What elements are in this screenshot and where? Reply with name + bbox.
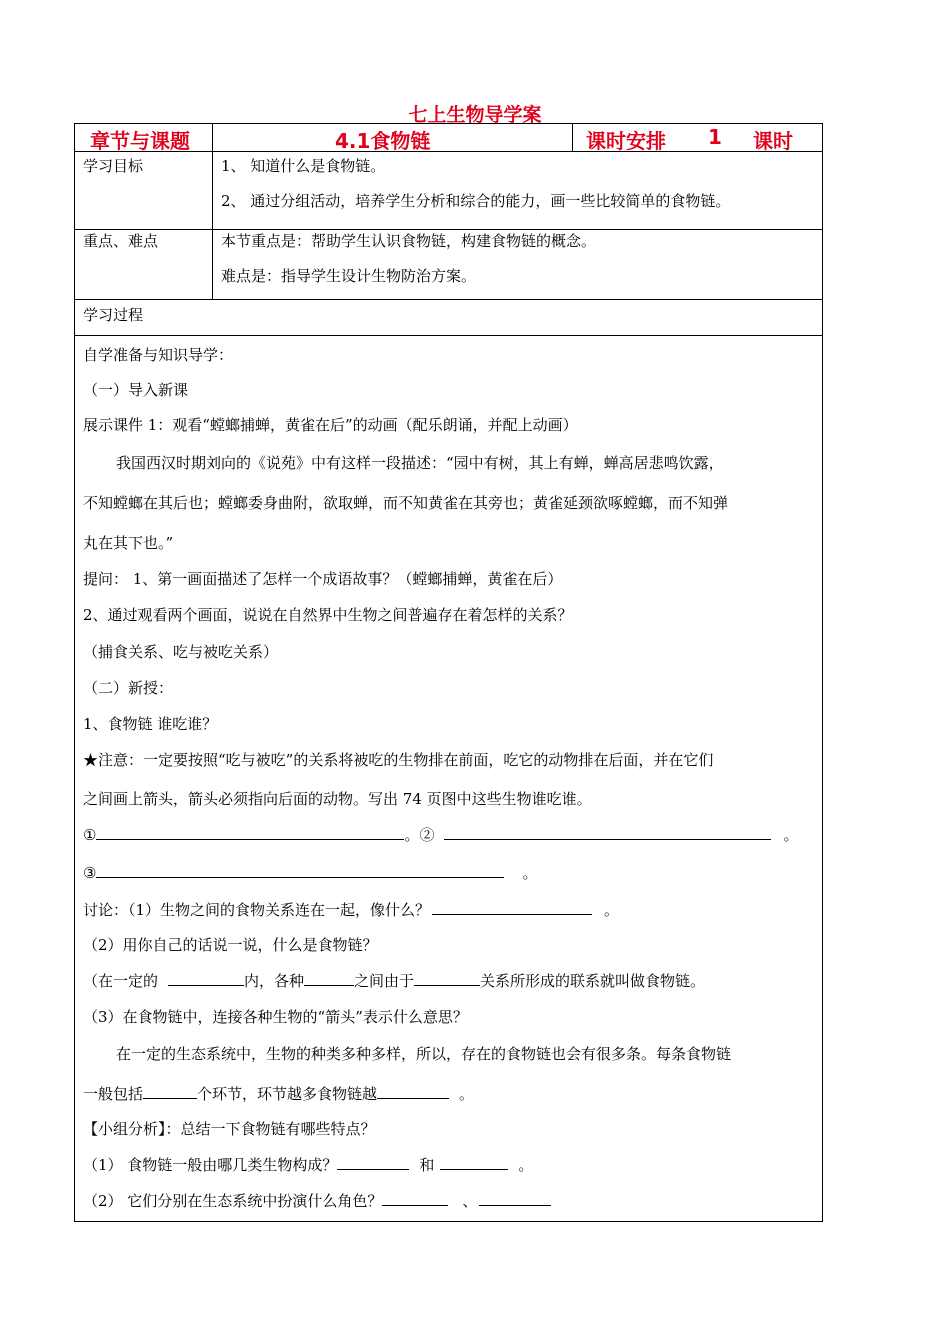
page-title: 七上生物导学案 (408, 104, 542, 126)
question-text: 提问： 1、第一画面描述了怎样一个成语故事？（螳螂捕蝉，黄雀在后） (83, 570, 563, 588)
story-paragraph: 我国西汉时期刘向的《说苑》中有这样一段描述：“园中有树，其上有蝉，蝉高居悲鸣饮露， (116, 454, 724, 472)
ecosystem-text: 个环节，环节越多食物链越 (197, 1085, 378, 1103)
answer-blank[interactable] (143, 1084, 197, 1099)
blank-label: 。 (783, 826, 799, 844)
ecosystem-line (83, 1083, 474, 1104)
answer-blank[interactable] (444, 825, 771, 840)
blank-label: 。② (404, 826, 435, 844)
answer-blank[interactable] (479, 1191, 551, 1206)
difficulty-text: 难点是：指导学生设计生物防治方案。 (221, 267, 477, 285)
answer-blank[interactable] (377, 1084, 449, 1099)
table-divider (75, 299, 822, 300)
prep-heading: 自学准备与知识导学： (83, 346, 234, 364)
objectives-label: 学习目标 (83, 157, 144, 175)
group-text: （2） 它们分别在生态系统中扮演什么角色？ (83, 1192, 383, 1210)
topic-heading: 1、食物链 谁吃谁？ (83, 715, 218, 733)
group-text: 。 (518, 1156, 534, 1174)
ecosystem-text: 一般包括 (83, 1085, 144, 1103)
answer-blank[interactable] (168, 971, 244, 986)
question-text: 2、通过观看两个画面，说说在自然界中生物之间普遍存在着怎样的关系？ (83, 606, 573, 624)
definition-text: （在一定的 (83, 972, 159, 990)
blank-label: 。 (522, 864, 538, 882)
answer-line (83, 862, 537, 883)
group-text: （1） 食物链一般由哪几类生物构成？ (83, 1156, 338, 1174)
table-divider (75, 335, 822, 336)
schedule-label: 课时安排 (586, 129, 666, 153)
answer-blank[interactable] (440, 1155, 508, 1170)
blank-label: ③ (83, 864, 97, 882)
schedule-unit: 课时 (753, 129, 793, 153)
objective-item: 1、 知道什么是食物链。 (221, 157, 386, 175)
answer-blank[interactable] (432, 900, 592, 915)
group-text: 、 (462, 1192, 478, 1210)
group-heading: 【小组分析】：总结一下食物链有哪些特点？ (83, 1120, 376, 1138)
story-paragraph: 不知螳螂在其后也；螳螂委身曲附，欲取蝉，而不知黄雀在其旁也；黄雀延颈欲啄螳螂，而不知弹 (83, 494, 729, 512)
group-question (83, 1154, 533, 1175)
definition-text: 之间由于 (354, 972, 415, 990)
definition-text: 关系所形成的联系就叫做食物链。 (480, 972, 706, 990)
answer-blank[interactable] (382, 1191, 448, 1206)
note-text: ★注意：一定要按照“吃与被吃”的关系将被吃的生物排在前面，吃它的动物排在后面，并在它们 (83, 751, 714, 769)
discussion-text: 。 (604, 901, 620, 919)
answer-line (83, 824, 798, 845)
chapter-label: 章节与课题 (90, 129, 190, 153)
answer-text: （捕食关系、吃与被吃关系） (83, 643, 279, 661)
group-question (83, 1190, 551, 1211)
table-divider (212, 124, 213, 299)
objective-item: 2、 通过分组活动，培养学生分析和综合的能力，画一些比较简单的食物链。 (221, 192, 731, 210)
definition-line (83, 970, 705, 991)
courseware-text: 展示课件 1：观看“螳螂捕蝉，黄雀在后”的动画（配乐朗诵，并配上动画） (83, 416, 578, 434)
answer-blank[interactable] (96, 825, 404, 840)
key-points-label: 重点、难点 (83, 232, 159, 250)
lesson-title: 4.1食物链 (335, 129, 431, 153)
answer-blank[interactable] (337, 1155, 409, 1170)
key-point-text: 本节重点是：帮助学生认识食物链，构建食物链的概念。 (221, 232, 597, 250)
ecosystem-text: 。 (459, 1085, 475, 1103)
discussion-text: （3）在食物链中，连接各种生物的“箭头”表示什么意思？ (83, 1008, 468, 1026)
group-text: 和 (419, 1156, 435, 1174)
answer-blank[interactable] (414, 971, 480, 986)
discussion-text: 讨论：（1）生物之间的食物关系连在一起，像什么？ (83, 901, 431, 919)
lesson-plan-table (74, 123, 823, 1222)
ecosystem-paragraph: 在一定的生态系统中，生物的种类多种多样，所以，存在的食物链也会有很多条。每条食物链 (116, 1045, 732, 1063)
blank-label: ① (83, 826, 97, 844)
definition-text: 内，各种 (244, 972, 305, 990)
section-heading: （二）新授： (83, 679, 174, 697)
answer-blank[interactable] (96, 863, 504, 878)
process-label: 学习过程 (83, 306, 144, 324)
discussion-text: （2）用你自己的话说一说，什么是食物链？ (83, 936, 378, 954)
discussion-line (83, 899, 619, 920)
section-heading: （一）导入新课 (83, 381, 189, 399)
answer-blank[interactable] (304, 971, 354, 986)
schedule-count: 1 (708, 125, 722, 149)
note-text: 之间画上箭头，箭头必须指向后面的动物。写出 74 页图中这些生物谁吃谁。 (83, 790, 592, 808)
story-paragraph: 丸在其下也。” (83, 534, 174, 552)
table-divider (572, 124, 573, 151)
